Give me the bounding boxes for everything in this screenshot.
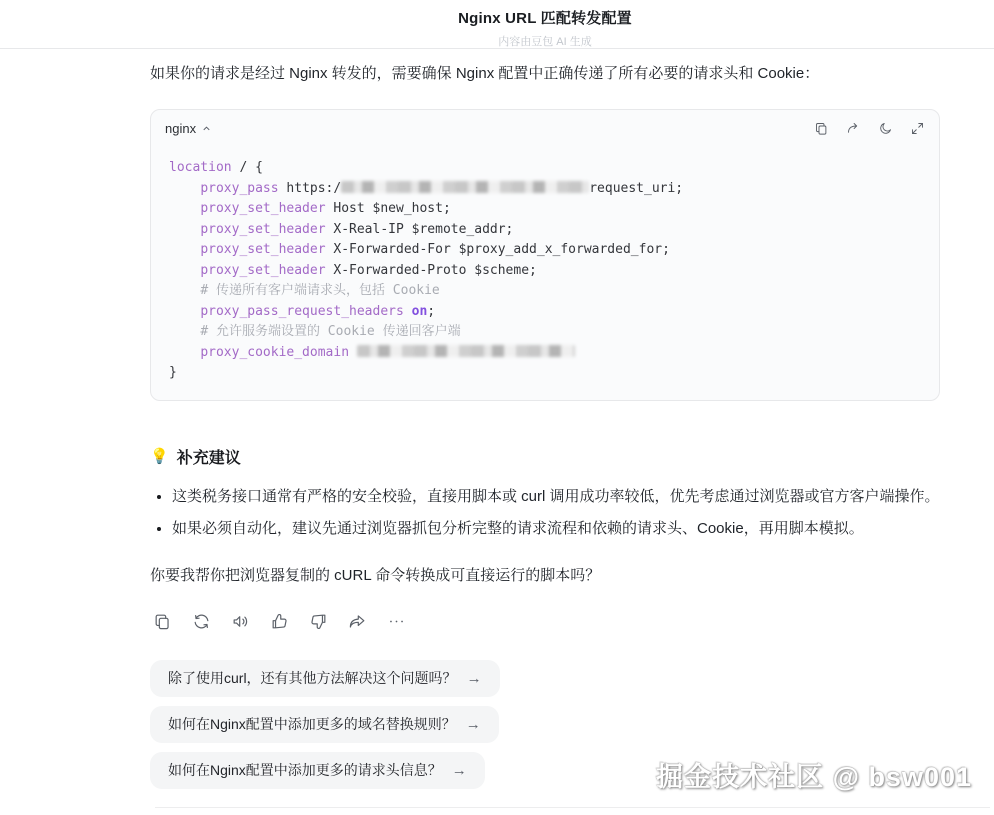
theme-moon-button[interactable] xyxy=(878,121,893,136)
code-token: proxy_cookie_domain xyxy=(200,344,350,360)
code-line xyxy=(169,363,921,384)
suggestion-heading xyxy=(150,445,940,468)
code-content[interactable] xyxy=(151,146,939,400)
code-line xyxy=(169,220,921,241)
chevron-up-icon xyxy=(201,123,212,134)
redacted-text xyxy=(357,345,575,357)
regenerate-icon xyxy=(192,612,211,631)
suggestion-bullet: • 这类税务接口通常有严格的安全校验，直接用脚本或 curl 调用成功率较低，优先考虑通过浏览器或官方客户端操作。 xyxy=(172,484,940,510)
code-block-header xyxy=(151,110,939,146)
code-token xyxy=(169,181,200,196)
code-token: proxy_pass_request_headers xyxy=(200,303,404,319)
thumbs-up-button[interactable] xyxy=(267,610,291,634)
code-token: # 允许服务端设置的 Cookie 传递回客户端 xyxy=(200,324,461,339)
copy-button[interactable] xyxy=(814,121,829,136)
copy-icon xyxy=(814,121,829,136)
watermark: 掘金技术社区 @ bsw001 xyxy=(656,762,972,792)
share-icon xyxy=(348,612,367,631)
code-line xyxy=(169,322,921,343)
arrow-right-icon: → xyxy=(451,761,467,779)
suggestion-heading-text: 补充建议 xyxy=(176,449,241,467)
followup-chip[interactable] xyxy=(150,706,499,743)
page-subtitle: 内容由豆包 AI 生成 xyxy=(498,36,592,48)
code-line xyxy=(169,302,921,323)
code-line xyxy=(169,240,921,261)
code-token: on xyxy=(411,303,428,319)
followup-chip[interactable] xyxy=(150,660,500,697)
thumbs-down-button[interactable] xyxy=(306,610,330,634)
code-token xyxy=(169,324,200,339)
code-token: # 传递所有客户端请求头，包括 Cookie xyxy=(200,283,440,298)
more-icon xyxy=(387,612,406,631)
bottom-divider xyxy=(155,807,990,808)
lightbulb-icon: 💡 xyxy=(150,448,169,465)
expand-button[interactable] xyxy=(910,121,925,136)
read-aloud-icon xyxy=(231,612,250,631)
share-button[interactable] xyxy=(345,610,369,634)
code-token: proxy_set_header xyxy=(200,201,326,216)
code-line xyxy=(169,281,921,302)
expand-icon xyxy=(910,121,925,136)
followup-chip-label: 如何在Nginx配置中添加更多的域名替换规则？ xyxy=(168,716,456,732)
suggestion-bullet: • 如果必须自动化，建议先通过浏览器抓包分析完整的请求流程和依赖的请求头、Cookie，再用脚本模拟。 xyxy=(172,516,940,542)
code-token xyxy=(169,242,200,257)
code-block xyxy=(150,109,940,401)
more-button[interactable] xyxy=(384,610,408,634)
thumbs-up-icon xyxy=(270,612,289,631)
code-token: proxy_pass xyxy=(200,180,279,196)
code-token: ; xyxy=(427,303,436,319)
code-language-collapse-toggle[interactable] xyxy=(165,121,212,136)
copy-button[interactable] xyxy=(150,610,174,634)
code-token xyxy=(169,263,200,278)
theme-moon-icon xyxy=(878,121,893,136)
followup-chip-label: 除了使用curl，还有其他方法解决这个问题吗？ xyxy=(168,670,457,686)
jump-arrow-icon xyxy=(846,121,861,136)
copy-icon xyxy=(153,612,172,631)
code-line xyxy=(169,199,921,220)
code-token: X-Real-IP $remote_addr; xyxy=(325,221,514,237)
suggestion-list xyxy=(150,484,940,542)
arrow-right-icon: → xyxy=(465,715,481,733)
code-token: location xyxy=(169,160,232,175)
code-token xyxy=(349,345,357,360)
code-token: } xyxy=(169,365,177,380)
page-title: Nginx URL 匹配转发配置 xyxy=(458,10,632,27)
code-token xyxy=(169,283,200,298)
code-line xyxy=(169,343,921,364)
code-language-label: nginx xyxy=(165,120,197,136)
code-token: proxy_set_header xyxy=(200,221,326,237)
assistant-message xyxy=(150,62,940,789)
jump-arrow-button[interactable] xyxy=(846,121,861,136)
arrow-right-icon: → xyxy=(466,669,482,687)
chat-title-bar xyxy=(0,0,994,49)
thumbs-down-icon xyxy=(309,612,328,631)
code-line xyxy=(169,179,921,200)
code-token: / { xyxy=(231,160,263,175)
code-line xyxy=(169,158,921,179)
code-line xyxy=(169,261,921,282)
code-toolbar xyxy=(814,121,925,136)
code-token: X-Forwarded-Proto $scheme; xyxy=(325,262,537,278)
code-token xyxy=(169,201,200,216)
code-token: https:/ xyxy=(278,180,342,196)
intro-paragraph: 如果你的请求是经过 Nginx 转发的，需要确保 Nginx 配置中正确传递了所有必要的请求头和 Cookie： xyxy=(150,65,820,82)
code-token xyxy=(169,304,200,319)
closing-question: 你要我帮你把浏览器复制的 cURL 命令转换成可直接运行的脚本吗？ xyxy=(150,566,601,584)
read-aloud-button[interactable] xyxy=(228,610,252,634)
code-token xyxy=(169,222,200,237)
followup-chip[interactable] xyxy=(150,752,485,789)
code-token: request_uri; xyxy=(589,180,684,196)
code-token xyxy=(404,304,412,319)
followup-chip-label: 如何在Nginx配置中添加更多的请求头信息？ xyxy=(168,762,442,778)
regenerate-button[interactable] xyxy=(189,610,213,634)
code-token xyxy=(169,345,200,360)
code-token: proxy_set_header xyxy=(200,262,326,278)
redacted-text xyxy=(341,181,589,193)
code-token: X-Forwarded-For $proxy_add_x_forwarded_for; xyxy=(325,242,670,257)
code-token: Host $new_host; xyxy=(325,201,451,216)
code-token: proxy_set_header xyxy=(200,242,326,257)
message-action-bar xyxy=(150,610,940,634)
